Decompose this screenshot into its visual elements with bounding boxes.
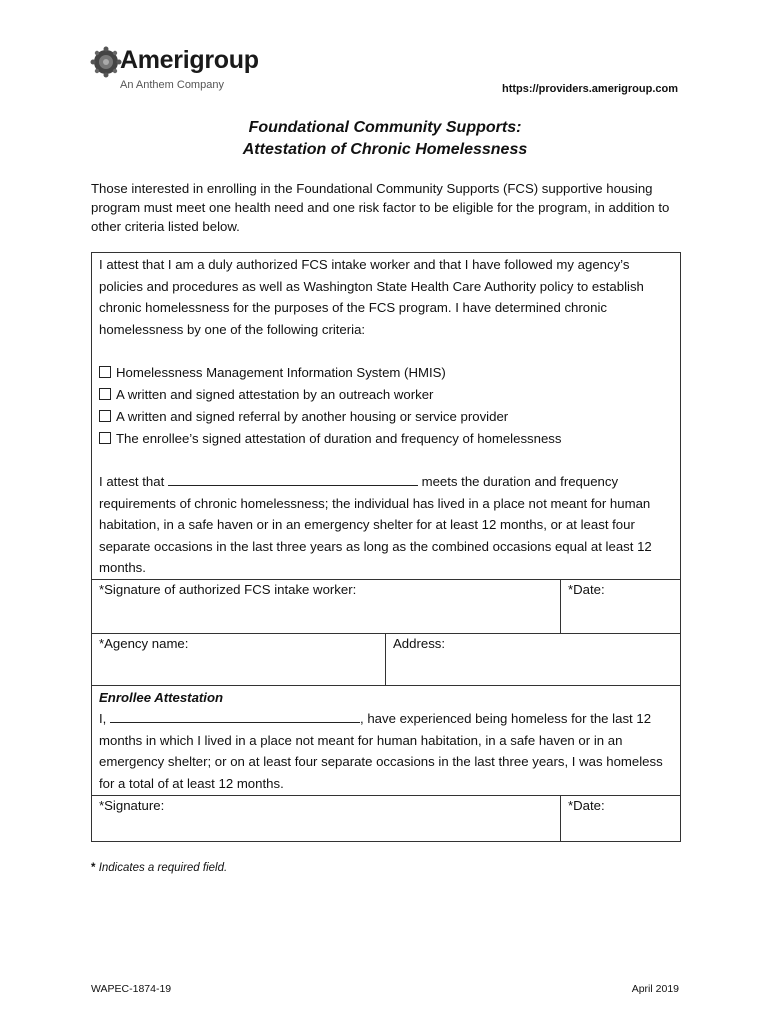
statement-prefix: I attest that [99,474,165,489]
required-note [91,862,227,874]
agency-name-label[interactable]: *Agency name: [99,636,189,651]
amerigroup-logo [90,44,260,98]
criterion-enrollee[interactable] [99,431,561,446]
form-code: WAPEC-1874-19 [91,983,172,995]
statement-suffix: meets the duration and frequency [421,474,619,489]
amerigroup-logo-icon [90,46,122,78]
attestation-form [91,252,681,842]
brand-tagline: An Anthem Company [120,79,224,91]
enrollee-prefix: I, [99,711,107,726]
enrollee-section [92,686,680,796]
enrollee-rest: months in which I lived in a place not meant for human habitation, in a safe haven or in an emergency shelter; or on at least four separate occasions in the last three years, I was homeless for a total of at least 12 months. [99,732,663,791]
enrollee-date-label[interactable]: *Date: [568,798,605,813]
enrollee-heading: Enrollee Attestation [99,690,224,705]
column-divider [385,634,386,685]
brand-name: Amerigroup [120,46,259,74]
checkbox[interactable] [99,366,111,378]
worker-signature-row [92,580,680,634]
enrollee-suffix: , have experienced being homeless for the last 12 [360,711,652,726]
checkbox[interactable] [99,410,111,422]
criterion-label: A written and signed attestation by an outreach worker [116,387,434,402]
revision-date: April 2019 [631,983,679,995]
enrollee-signature-label[interactable]: *Signature: [99,798,165,813]
worker-signature-label[interactable]: *Signature of authorized FCS intake worker: [99,582,357,597]
enrollee-signature-row [92,796,680,841]
provider-url[interactable]: https://providers.amerigroup.com [501,83,678,95]
criterion-label: A written and signed referral by another housing or service provider [116,409,509,424]
enrollee-self-name-line[interactable] [110,710,360,723]
title-line-2: Attestation of Chronic Homelessness [242,141,528,158]
checkbox[interactable] [99,432,111,444]
statement-rest: requirements of chronic homelessness; the individual has lived in a place not meant for human habitation, in a safe haven or in an emergency shelter for at least 12 months, or at least four separate occasions in the last three years as long as the combined occasions equal at least 12 months. [99,495,652,575]
attest-paragraph: I attest that I am a duly authorized FCS intake worker and that I have followed my agency’s policies and procedures as well as Washington State Health Care Authority policy to establish chronic homelessness for the purposes of the FCS program. I have determined chronic homelessness by one of the following criteria: [99,257,644,337]
title-line-1: Foundational Community Supports: [248,119,522,136]
attest-section [92,253,680,580]
attest-statement [99,471,669,579]
criterion-hmis[interactable] [99,365,446,380]
column-divider [560,580,561,633]
criterion-referral[interactable] [99,409,508,424]
agency-row [92,634,680,686]
criterion-label: The enrollee’s signed attestation of duration and frequency of homelessness [116,431,562,446]
address-label[interactable]: Address: [393,636,446,651]
criterion-outreach[interactable] [99,387,433,402]
worker-date-label[interactable]: *Date: [568,582,605,597]
required-star: * [91,862,96,874]
intro-paragraph: Those interested in enrolling in the Foundational Community Supports (FCS) supportive housing program must meet one health need and one risk factor to be eligible for the program, in addition to other criteria listed below. [91,181,670,234]
enrollee-statement [99,708,669,794]
required-note-text: Indicates a required field. [98,862,228,874]
checkbox[interactable] [99,388,111,400]
enrollee-name-line[interactable] [168,473,418,486]
column-divider [560,796,561,841]
criterion-label: Homelessness Management Information System (HMIS) [116,365,446,380]
